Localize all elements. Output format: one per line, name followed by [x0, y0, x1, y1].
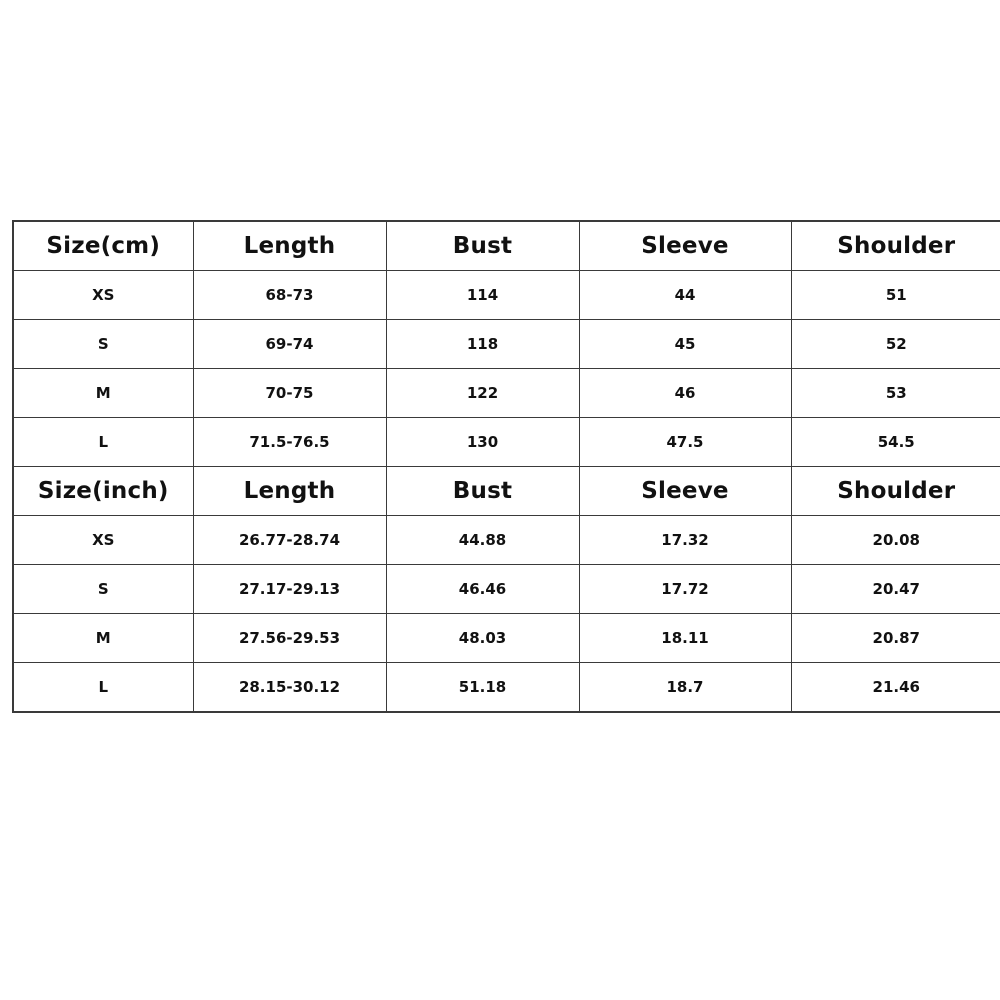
length-cell: 28.15-30.12 [193, 663, 386, 713]
cm-header-length: Length [193, 221, 386, 271]
length-cell: 70-75 [193, 369, 386, 418]
size-cell: XS [13, 516, 193, 565]
inch-header-bust: Bust [386, 467, 579, 516]
shoulder-cell: 21.46 [791, 663, 1000, 713]
bust-cell: 51.18 [386, 663, 579, 713]
cm-header-shoulder: Shoulder [791, 221, 1000, 271]
shoulder-cell: 20.08 [791, 516, 1000, 565]
sleeve-cell: 18.11 [579, 614, 791, 663]
table-row [13, 369, 1000, 418]
inch-header-sleeve: Sleeve [579, 467, 791, 516]
length-cell: 27.56-29.53 [193, 614, 386, 663]
size-cell: M [13, 369, 193, 418]
length-cell: 26.77-28.74 [193, 516, 386, 565]
sleeve-cell: 17.72 [579, 565, 791, 614]
table-row [13, 565, 1000, 614]
inch-header-length: Length [193, 467, 386, 516]
bust-cell: 44.88 [386, 516, 579, 565]
size-cell: S [13, 320, 193, 369]
cm-header-bust: Bust [386, 221, 579, 271]
size-cell: L [13, 663, 193, 713]
shoulder-cell: 51 [791, 271, 1000, 320]
bust-cell: 130 [386, 418, 579, 467]
size-cell: S [13, 565, 193, 614]
shoulder-cell: 54.5 [791, 418, 1000, 467]
bust-cell: 48.03 [386, 614, 579, 663]
table-row [13, 614, 1000, 663]
length-cell: 69-74 [193, 320, 386, 369]
bust-cell: 118 [386, 320, 579, 369]
shoulder-cell: 20.87 [791, 614, 1000, 663]
table-row [13, 663, 1000, 713]
sleeve-cell: 17.32 [579, 516, 791, 565]
shoulder-cell: 53 [791, 369, 1000, 418]
table-row [13, 516, 1000, 565]
inch-header-size: Size(inch) [13, 467, 193, 516]
table-row [13, 271, 1000, 320]
table-row [13, 320, 1000, 369]
length-cell: 68-73 [193, 271, 386, 320]
sleeve-cell: 44 [579, 271, 791, 320]
bust-cell: 114 [386, 271, 579, 320]
sleeve-cell: 18.7 [579, 663, 791, 713]
size-cell: L [13, 418, 193, 467]
cm-header-sleeve: Sleeve [579, 221, 791, 271]
inch-header-shoulder: Shoulder [791, 467, 1000, 516]
shoulder-cell: 52 [791, 320, 1000, 369]
sleeve-cell: 46 [579, 369, 791, 418]
sleeve-cell: 47.5 [579, 418, 791, 467]
bust-cell: 46.46 [386, 565, 579, 614]
bust-cell: 122 [386, 369, 579, 418]
size-chart-body [13, 221, 1000, 712]
inch-header-row [13, 467, 1000, 516]
shoulder-cell: 20.47 [791, 565, 1000, 614]
table-row [13, 418, 1000, 467]
size-cell: XS [13, 271, 193, 320]
sleeve-cell: 45 [579, 320, 791, 369]
cm-header-size: Size(cm) [13, 221, 193, 271]
length-cell: 27.17-29.13 [193, 565, 386, 614]
size-chart-table [12, 220, 1000, 713]
length-cell: 71.5-76.5 [193, 418, 386, 467]
size-cell: M [13, 614, 193, 663]
cm-header-row [13, 221, 1000, 271]
